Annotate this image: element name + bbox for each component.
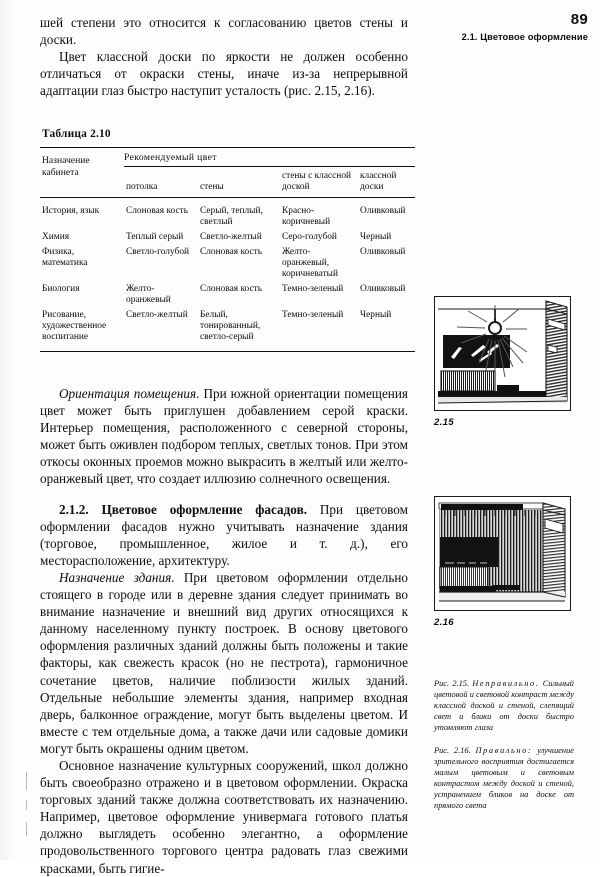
column-header-wall-with-board: стены с классной доской	[282, 171, 352, 193]
column-header-recommended-color: Рекомендуемый цвет	[124, 148, 415, 167]
table-recommended-colors	[40, 147, 415, 352]
table-row	[40, 203, 415, 229]
section-heading-facades	[40, 501, 408, 569]
paragraph-board-brightness: Цвет классной доски по яркости не должен особенно отличаться от окраски стены, иначе из-за непрерывной адаптации глаз быстро наступит усталость (рис. 2.15, 2.16).	[40, 49, 408, 99]
cell-ceiling: Светло-желтый	[126, 310, 188, 321]
cell-board: Оливковый	[360, 205, 406, 216]
scan-artifact	[26, 800, 27, 810]
paragraph-room-orientation	[40, 385, 408, 488]
paragraph-cultural-buildings: Основное назначение культурных сооружений, школ должно быть своеобразно отражено и в цветовом оформлении. Окраска торговых зданий также должна соответствовать их назначению. Например, цветовое оформление универмага готового платья должно выглядеть особенно элегантно, а оформление продовольственного торгового центра радовать глаз свежими красками, быть гигие-	[40, 757, 408, 876]
cell-wall: Светло-желтый	[200, 231, 262, 242]
cell-board: Оливковый	[360, 284, 406, 295]
lead-in-building-purpose: Назначение здания	[59, 569, 172, 585]
figure-2-15	[434, 296, 571, 428]
section-intro-text: При цветовом оформлении фасадов нужно учитывать назначение здания (торговое, промышленное, жилое и т. д.), его месторасположение, архитектуру.	[40, 501, 408, 568]
column-header-wall: стены	[200, 182, 224, 193]
figure-2-16	[434, 496, 571, 628]
table-row	[40, 230, 415, 245]
running-head	[448, 12, 588, 43]
text-column-lower	[40, 385, 408, 877]
cell-wall-with-board: Темно-зеленый	[282, 284, 344, 295]
cell-wall-with-board: Темно-зеленый	[282, 310, 344, 321]
running-section-title: 2.1. Цветовое оформление	[461, 31, 588, 42]
cell-wall-with-board: Желто-оранжевый, коричневатый	[282, 247, 338, 279]
column-header-board: классной доски	[360, 171, 397, 193]
cell-purpose: Рисование, художественное воспитание	[42, 310, 107, 343]
figure-2-15-number: 2.15	[434, 417, 454, 428]
paragraph-building-purpose	[40, 569, 408, 757]
figure-caption-2-16-label: Рис. 2.16.	[434, 746, 471, 755]
figure-caption-2-15-verdict: Неправильно.	[472, 679, 540, 688]
cell-purpose: Физика, математика	[42, 247, 88, 268]
lead-in-orientation: Ориентация помещения	[59, 386, 197, 401]
figure-caption-2-15-label: Рис. 2.15.	[434, 679, 470, 688]
paragraph-continuation: шей степени это относится к согласованию цветов стены и доски.	[40, 15, 408, 48]
cell-board: Черный	[360, 310, 392, 321]
page-edge-shadow	[0, 0, 14, 860]
figure-caption-2-16-verdict: Правильно:	[475, 746, 533, 755]
cell-board: Оливковый	[360, 247, 406, 258]
cell-purpose: Биология	[42, 284, 80, 295]
table-header-group-row	[40, 148, 415, 167]
cell-wall-with-board: Красно-коричневый	[282, 205, 331, 227]
classroom-wrong-lighting-illustration	[435, 297, 570, 410]
cell-ceiling: Светло-голубой	[126, 247, 190, 258]
cell-board: Черный	[360, 231, 392, 242]
paragraph-room-orientation-text: . При южной ориентации помещения цвет может быть приглушен добавлением серой краски. Интерьер помещения, расположенного с северной стороны, может быть оживлен подбором теплых, светлых тонов. При этом откосы оконных проемов можно выкрасить в желтый или желто-оранжевый цвет, что создает иллюзию солнечного освещения.	[40, 386, 408, 487]
cell-wall: Слоновая кость	[200, 284, 262, 295]
table-head	[40, 148, 415, 198]
figure-caption-2-16	[434, 745, 574, 812]
figure-2-15-frame	[434, 296, 571, 411]
figure-caption-2-16-text: улучшение зрительного восприятия достигается малым цветовым и световым контрастом между доской и стеной, устранением бликов на доске от прямого света	[434, 746, 574, 811]
cell-ceiling: Желто-оранжевый	[126, 284, 171, 306]
cell-wall-with-board: Серо-голубой	[282, 231, 337, 242]
figure-caption-2-15	[434, 678, 574, 733]
section-number: 2.1.2.	[59, 501, 89, 517]
cell-purpose: Химия	[42, 231, 70, 242]
table-row	[40, 308, 415, 345]
scan-artifact	[26, 772, 27, 790]
cell-wall: Слоновая кость	[200, 247, 262, 258]
figure-2-16-frame	[434, 496, 571, 611]
cell-ceiling: Слоновая кость	[126, 205, 188, 216]
figure-2-16-number: 2.16	[434, 617, 454, 628]
table-row	[40, 282, 415, 308]
scan-artifact	[26, 822, 27, 836]
cell-wall: Белый, тонированный, светло-серый	[200, 310, 261, 343]
section-title: Цветовое оформление фасадов.	[101, 501, 307, 517]
table-caption: Таблица 2.10	[42, 128, 111, 140]
page-number: 89	[570, 11, 588, 28]
paragraph-building-purpose-text: . При цветовом оформлении отдельно стоящего в городе или в деревне здания следует принимать во внимание назначение и внешний вид других относящихся к данному населенному пункту построек. В основу цветового оформления различных зданий должны быть положены и такие факторы, как свежесть красок (но не пестрота), гармоничное сочетание цветов, наличие поблизости жилых зданий. Отдельные небольшие элементы здания, например входная дверь, балконное ограждение, могут быть выделены цветом. И вместе с тем отдельные дома, а также дачи или садовые домики могут быть окрашены одним цветом.	[40, 569, 408, 756]
text-column-top	[40, 14, 408, 99]
cell-ceiling: Теплый серый	[126, 231, 184, 242]
cell-wall: Серый, теплый, светлый	[200, 205, 263, 227]
table-block	[40, 128, 415, 352]
figure-caption-2-15-text: Сильный цветовой и световой контраст между классной доской и стеной, слепящий свет и блики от доски быстро утомляют глаза	[434, 679, 574, 733]
classroom-correct-lighting-illustration	[435, 497, 570, 610]
table-bottom-rule-row	[40, 345, 415, 352]
column-header-ceiling: потолка	[126, 182, 158, 193]
table-body	[40, 198, 415, 352]
table-row	[40, 245, 415, 282]
column-header-purpose: Назначение кабинета	[40, 148, 124, 198]
cell-purpose: История, язык	[42, 205, 100, 216]
